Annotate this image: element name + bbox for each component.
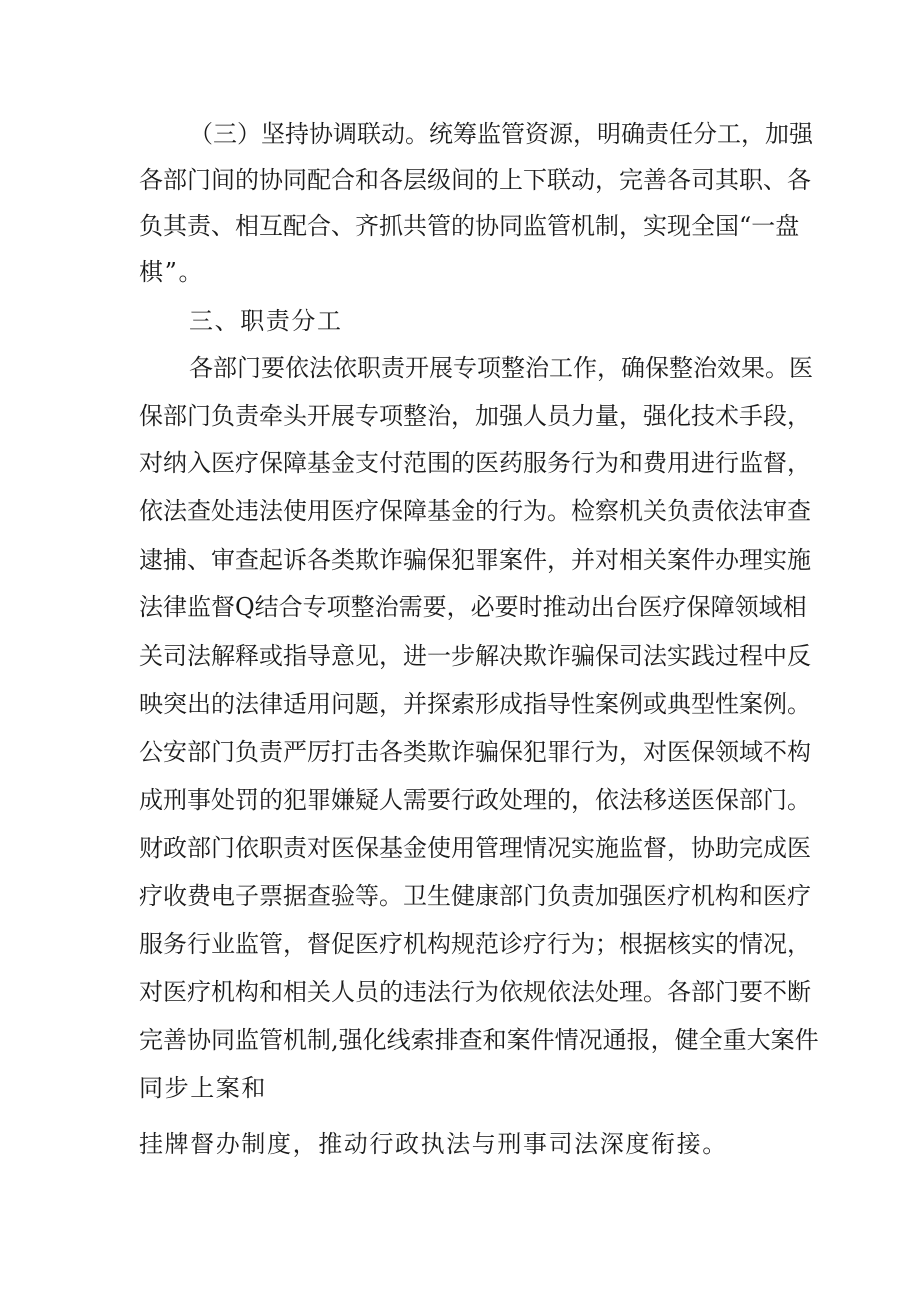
paragraph-3-line-4: 棋”。 (139, 258, 205, 286)
paragraph-3-line-3: 负其责、相互配合、齐抓共管的协同监管机制，实现全国“一盘 (139, 212, 800, 240)
duties-line-6: 法律监督Q结合专项整治需要，必要时推动出台医疗保障领域相 (139, 593, 807, 621)
duties-line-8: 映突出的法律适用问题，并探索形成指导性案例或典型性案例。 (139, 690, 811, 718)
duties-line-15: 完善协同监管机制,强化线索排查和案件情况通报，健全重大案件 (139, 1026, 819, 1054)
duties-line-2: 保部门负责牵头开展专项整治，加强人员力量，强化技术手段， (139, 402, 811, 430)
section-heading: 三、职责分工 (189, 307, 343, 335)
duties-line-7: 关司法解释或指导意见，进一步解决欺诈骗保司法实践过程中反 (139, 642, 811, 670)
duties-line-13: 服务行业监管，督促医疗机构规范诊疗行为；根据核实的情况， (139, 930, 811, 958)
paragraph-3-line-2: 各部门间的协同配合和各层级间的上下联动，完善各司其职、各 (139, 166, 811, 194)
duties-line-10: 成刑事处罚的犯罪嫌疑人需要行政处理的，依法移送医保部门。 (139, 786, 811, 814)
duties-line-9: 公安部门负责严厉打击各类欺诈骗保犯罪行为，对医保领域不构 (139, 738, 811, 766)
duties-line-1: 各部门要依法依职责开展专项整治工作，确保整治效果。医 (189, 354, 813, 382)
duties-line-12: 疗收费电子票据查验等。卫生健康部门负责加强医疗机构和医疗 (139, 882, 811, 910)
duties-line-17: 挂牌督办制度，推动行政执法与刑事司法深度衔接。 (139, 1130, 728, 1158)
duties-line-11: 财政部门依职责对医保基金使用管理情况实施监督，协助完成医 (139, 834, 811, 862)
paragraph-3-line-1: （三）坚持协调联动。统筹监管资源，明确责任分工，加强 (189, 120, 813, 148)
duties-line-3: 对纳入医疗保障基金支付范围的医药服务行为和费用进行监督， (139, 449, 811, 477)
duties-line-14: 对医疗机构和相关人员的违法行为依规依法处理。各部门要不断 (139, 978, 811, 1006)
duties-line-16: 同步上案和 (139, 1074, 267, 1102)
duties-line-5: 逮捕、审查起诉各类欺诈骗保犯罪案件，并对相关案件办理实施 (139, 546, 811, 574)
duties-line-4: 依法查处违法使用医疗保障基金的行为。检察机关负责依法审查 (139, 497, 811, 525)
